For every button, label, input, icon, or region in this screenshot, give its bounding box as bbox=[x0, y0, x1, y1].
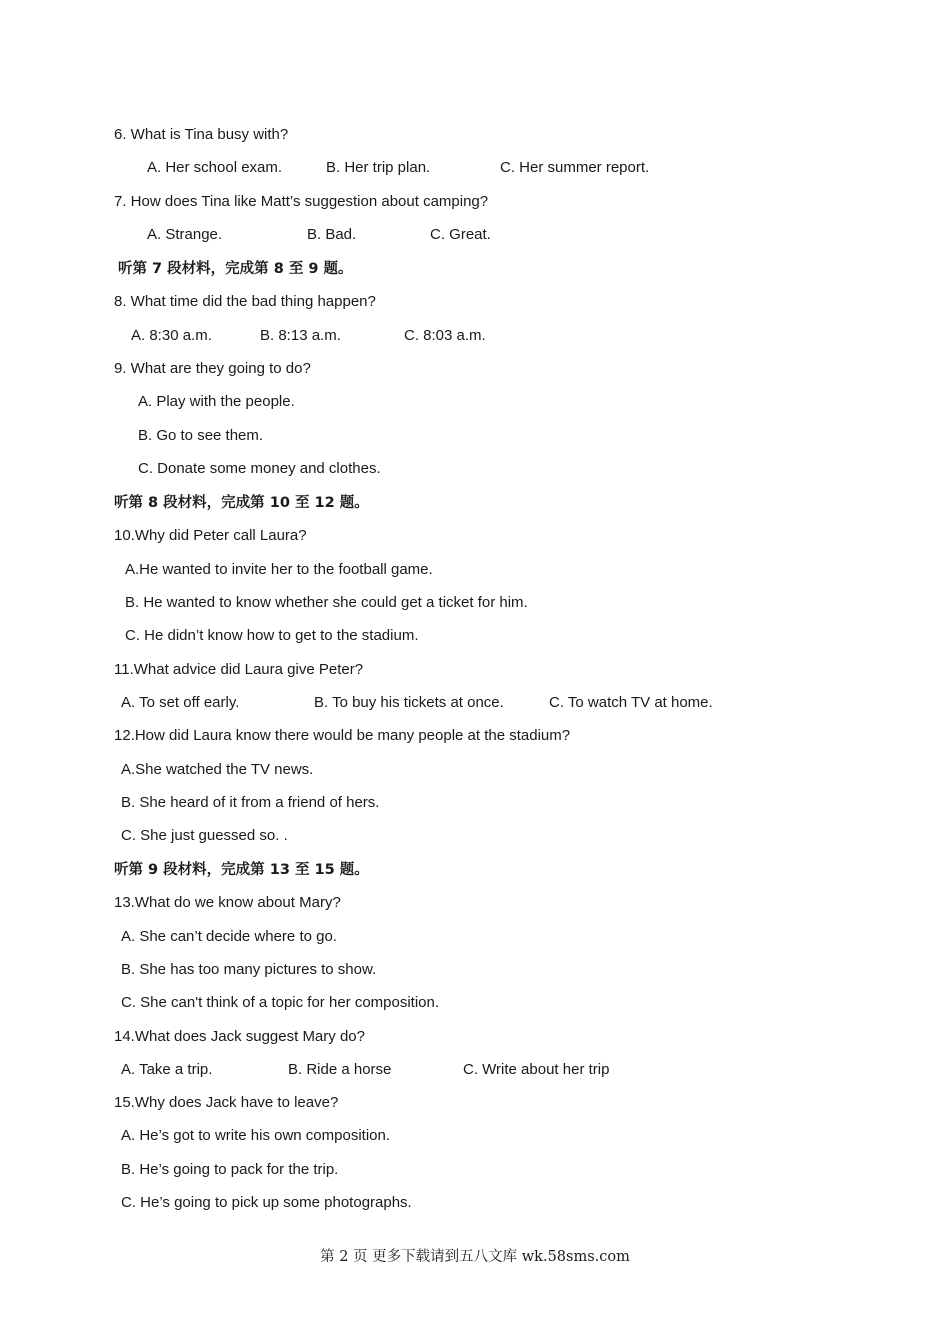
page-footer: 第 2 页 更多下载请到五八文库 wk.58sms.com bbox=[320, 1249, 630, 1265]
question-8: 8. What time did the bad thing happen? bbox=[114, 293, 376, 310]
question-7: 7. How does Tina like Matt’s suggestion about camping? bbox=[114, 193, 489, 210]
q10-option-b: B. He wanted to know whether she could get a ticket for him. bbox=[125, 594, 528, 611]
q9-option-b: B. Go to see them. bbox=[138, 427, 264, 444]
q8-option-b: B. 8:13 a.m. bbox=[260, 327, 341, 344]
q14-option-b: B. Ride a horse bbox=[288, 1061, 392, 1078]
q6-option-a: A. Her school exam. bbox=[147, 159, 283, 176]
q10-option-a: A.He wanted to invite her to the football game. bbox=[125, 561, 433, 578]
q13-option-c: C. She can't think of a topic for her composition. bbox=[121, 994, 440, 1011]
question-11: 11.What advice did Laura give Peter? bbox=[114, 661, 364, 678]
question-14: 14.What does Jack suggest Mary do? bbox=[114, 1028, 365, 1045]
q8-option-a: A. 8:30 a.m. bbox=[131, 327, 212, 344]
question-13: 13.What do we know about Mary? bbox=[114, 894, 341, 911]
q7-option-b: B. Bad. bbox=[307, 226, 357, 243]
q12-option-b: B. She heard of it from a friend of hers. bbox=[121, 794, 380, 811]
question-10: 10.Why did Peter call Laura? bbox=[114, 527, 307, 544]
question-6: 6. What is Tina busy with? bbox=[114, 126, 289, 143]
q8-option-c: C. 8:03 a.m. bbox=[404, 327, 486, 344]
section-header-9: 听第 9 段材料，完成第 13 至 15 题。 bbox=[114, 862, 369, 878]
q9-option-c: C. Donate some money and clothes. bbox=[138, 460, 381, 477]
q6-option-b: B. Her trip plan. bbox=[326, 159, 431, 176]
q6-option-c: C. Her summer report. bbox=[500, 159, 650, 176]
q7-option-c: C. Great. bbox=[430, 226, 491, 243]
q12-option-a: A.She watched the TV news. bbox=[121, 761, 314, 778]
q15-option-c: C. He’s going to pick up some photographs. bbox=[121, 1194, 412, 1211]
q11-option-b: B. To buy his tickets at once. bbox=[314, 694, 504, 711]
q11-option-a: A. To set off early. bbox=[121, 694, 240, 711]
q9-option-a: A. Play with the people. bbox=[138, 393, 295, 410]
q15-option-b: B. He’s going to pack for the trip. bbox=[121, 1161, 339, 1178]
question-9: 9. What are they going to do? bbox=[114, 360, 311, 377]
question-12: 12.How did Laura know there would be many people at the stadium? bbox=[114, 727, 571, 744]
section-header-7: 听第 7 段材料，完成第 8 至 9 题。 bbox=[118, 261, 353, 277]
q14-option-c: C. Write about her trip bbox=[463, 1061, 610, 1078]
q13-option-a: A. She can’t decide where to go. bbox=[121, 928, 337, 945]
q13-option-b: B. She has too many pictures to show. bbox=[121, 961, 377, 978]
section-header-8: 听第 8 段材料，完成第 10 至 12 题。 bbox=[114, 495, 369, 511]
q11-option-c: C. To watch TV at home. bbox=[549, 694, 713, 711]
q12-option-c: C. She just guessed so. . bbox=[121, 827, 288, 844]
q7-option-a: A. Strange. bbox=[147, 226, 223, 243]
q14-option-a: A. Take a trip. bbox=[121, 1061, 213, 1078]
question-15: 15.Why does Jack have to leave? bbox=[114, 1094, 339, 1111]
q15-option-a: A. He’s got to write his own composition. bbox=[121, 1127, 391, 1144]
q10-option-c: C. He didn’t know how to get to the stadium. bbox=[125, 627, 419, 644]
